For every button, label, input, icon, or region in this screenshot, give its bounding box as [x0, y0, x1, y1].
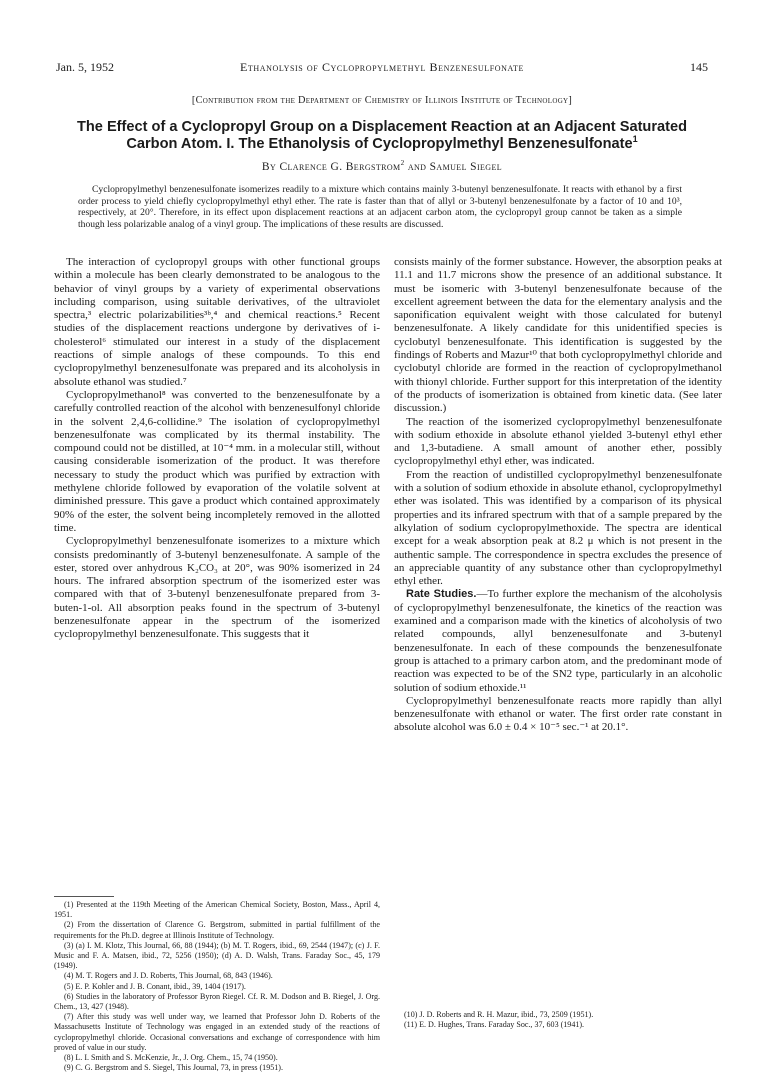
- footnotes-right: [394, 1010, 722, 1030]
- paragraph-rate-constant: Cyclopropylmethyl benzenesulfonate reacts more rapidly than allyl benzenesulfonate with ethanol or water. The first order rate constant in absolute alcohol was 6.0 ± 0.4 × 10⁻⁵ sec.⁻¹ at 20.1°.: [394, 694, 722, 734]
- affiliation: [Contribution from the Department of Chemistry of Illinois Institute of Technology]: [191, 95, 573, 106]
- title-line-1: The Effect of a Cyclopropyl Group on a Displacement Reaction at an Adjacent Saturated: [76, 119, 688, 135]
- abstract: Cyclopropylmethyl benzenesulfonate isomerizes readily to a mixture which contains mainly 3-butenyl benzenesulfonate. It reacts with ethanol by a first order process to yield chiefly cyclopropylmethyl ethyl ether. The rate is faster than that of allyl or 3-butenyl benzenesulfonate by a factor of 10 and 10³, respectively, at 20°. Therefore, in its effect upon displacement reactions at an adjacent carbon atom, the cyclopropyl group cannot be taken as a simple though less polarizable analog of a vinyl group. The implications of these results are discussed.: [78, 184, 682, 230]
- footnote-9: (9) C. G. Bergstrom and S. Siegel, This Journal, 73, in press (1951).: [64, 1063, 283, 1073]
- footnote-8: (8) L. I. Smith and S. McKenzie, Jr., J. Org. Chem., 15, 74 (1950).: [64, 1053, 278, 1063]
- footnote-2: (2) From the dissertation of Clarence G. Bergstrom, submitted in partial fulfillment of the requirements for the Ph.D. degree at Illinois Institute of Technology.: [54, 920, 380, 940]
- footnote-7: (7) After this study was well under way, we learned that Professor John D. Roberts of the Massachusetts Institute of Technology was engaged in an extended study of the reactions of cyclopropylmethyl chloride. Occasional conversations and exchange of correspondence with him proved of value in our study.: [54, 1012, 380, 1052]
- article-title: [70, 119, 694, 153]
- issue-date: Jan. 5, 1952: [56, 60, 114, 74]
- footnote-4: (4) M. T. Rogers and J. D. Roberts, This Journal, 68, 843 (1946).: [64, 971, 273, 981]
- footnote-3: (3) (a) I. M. Klotz, This Journal, 66, 88 (1944); (b) M. T. Rogers, ibid., 69, 2544 (1947); (c) J. F. Music and F. A. Matsen, ibid., 72, 5256 (1950); (d) A. D. Walsh, Trans. Faraday Soc., 45, 179 (1949).: [54, 940, 380, 971]
- body-column-right: [394, 256, 722, 735]
- title-footnote-mark: 1: [632, 134, 638, 145]
- footnote-divider: [54, 896, 114, 897]
- author-1-footnote-mark: 2: [400, 159, 405, 168]
- footnote-5: (5) E. P. Kohler and J. B. Conant, ibid., 39, 1404 (1917).: [64, 981, 246, 991]
- footnote-1: (1) Presented at the 119th Meeting of the American Chemical Society, Boston, Mass., April 4, 1951.: [54, 900, 380, 920]
- author-prefix: By: [261, 161, 280, 173]
- author-line: [56, 161, 708, 173]
- paragraph-intro: The interaction of cyclopropyl groups with other functional groups within a molecule has been clearly demonstrated to be analogous to the behavior of vinyl groups by a variety of experimental observations including comparison, using suitable derivatives, of the ultraviolet spectra,³ electric polarizabilities³ᵇ,⁴ and chemical reactions.⁵ Recent studies of the displacement reactions undergone by derivatives of i-cholesterol⁶ stimulated our interest in a study of the displacement reactions of simple analogs of these compounds. To this end cyclopropylmethyl benzenesulfonate was prepared and its alcoholysis in absolute ethanol was studied.⁷: [54, 256, 380, 388]
- title-line-2: [70, 136, 694, 153]
- footnote-6: (6) Studies in the laboratory of Professor Byron Riegel. Cf. R. M. Dodson and B. Riegel, J. Org. Chem., 13, 427 (1948).: [54, 991, 380, 1012]
- author-joiner: and: [404, 161, 430, 173]
- section-heading-rate-studies: Rate Studies.: [406, 588, 477, 601]
- footnote-11: (11) E. D. Hughes, Trans. Faraday Soc., 37, 603 (1941).: [404, 1020, 585, 1030]
- paragraph-preparation: Cyclopropylmethanol⁸ was converted to the benzenesulfonate by a carefully controlled reaction of the alcohol with benzenesulfonyl chloride in the solvent 2,4,6-collidine.⁹ The isolation of cyclopropylmethyl benzenesulfonate was complicated by its thermal instability. The compound could not be distilled, at 10⁻⁴ mm. in a molecular still, without causing considerable isomerization of the product. It was therefore necessary to study the product which was purified by extraction with methylene chloride followed by evaporation of the volatile solvent at diminished pressure. This gave a product which contained approximately 90% of the ester, the solvent being incompletely removed in the allotted time.: [54, 388, 380, 534]
- paragraph-sodium-ethoxide: The reaction of the isomerized cyclopropylmethyl benzenesulfonate with sodium ethoxide in absolute ethanol yielded 3-butenyl ethyl ether and 1,3-butadiene. A small amount of another ether, possibly cyclopropylmethyl ethyl ether, was indicated.: [394, 415, 722, 468]
- title-line-2-text: Carbon Atom. I. The Ethanolysis of Cyclopropylmethyl Benzenesulfonate: [126, 136, 633, 152]
- paragraph-ether-isolation: From the reaction of undistilled cyclopropylmethyl benzenesulfonate with a solution of sodium ethoxide in absolute ethanol, cyclopropylmethyl ether was isolated. This was identified by a comparison of its physical properties and its infrared spectrum with that of a sample prepared by the alkylation of sodium cyclopropylmethoxide. The spectra are identical except for a weak absorption peak at 8.2 μ which is not present in the authentic sample. The correspondence in spectra excludes the presence of an appreciable quantity of any substance other than cyclopropylmethyl ethyl ether.: [394, 468, 722, 588]
- paragraph-continuation: consists mainly of the former substance. However, the absorption peaks at 11.1 and 11.7 microns show the presence of an additional substance. It must be isomeric with 3-butenyl benzenesulfonate because of the excellent agreement between the data for the elementary analysis and the saponification equivalent weight with those calculated for butenyl benzenesulfonate. A likely candidate for this unidentified species is cyclobutyl benzenesulfonate. This identification is suggested by the findings of Roberts and Mazur¹⁰ that both cyclopropylmethyl chloride and cyclobutyl chloride are formed in the reaction of cyclopropylmethanol with thionyl chloride. Further support for this interpretation of the identity of the products of isomerization is obtained from kinetic data. (See later discussion.): [394, 256, 722, 415]
- paragraph-rate-studies: [394, 588, 722, 694]
- running-head: [56, 60, 708, 76]
- footnote-10: (10) J. D. Roberts and R. H. Mazur, ibid., 73, 2509 (1951).: [404, 1010, 594, 1019]
- running-title: Ethanolysis of Cyclopropylmethyl Benzenesulfonate: [239, 60, 525, 74]
- paragraph-isomerization: Cyclopropylmethyl benzenesulfonate isomerizes to a mixture which consists predominantly of 3-butenyl benzenesulfonate. A sample of the ester, stored over anhydrous K₂CO₃ at 20°, was 90% isomerized in 24 hours. The infrared absorption spectrum of the isomerized ester was compared with that of 3-butenyl benzenesulfonate prepared from 3-buten-1-ol. All absorption peaks found in the spectrum of 3-butenyl benzenesulfonate appear in the spectrum of the isomerized cyclopropylmethyl benzenesulfonate. This suggests that it: [54, 535, 380, 641]
- footnotes-left: [54, 900, 380, 1073]
- page-number: 145: [690, 60, 708, 74]
- author-1: Clarence G. Bergstrom: [279, 161, 401, 173]
- body-column-left: [54, 256, 380, 642]
- author-2: Samuel Siegel: [429, 161, 503, 173]
- rate-studies-text: —To further explore the mechanism of the alcoholysis of cyclopropylmethyl benzenesulfonate, the kinetics of the reaction was examined and a comparison made with the kinetics of alcoholysis of two related compounds, allyl benzenesulfonate and 3-butenyl benzenesulfonate. In each of these compounds the benzenesulfonate group is attached to a primary carbon atom, and the predominant mode of reaction was expected to be of the SN2 type, particularly in an alcoholic solution of sodium ethoxide.¹¹: [394, 588, 723, 694]
